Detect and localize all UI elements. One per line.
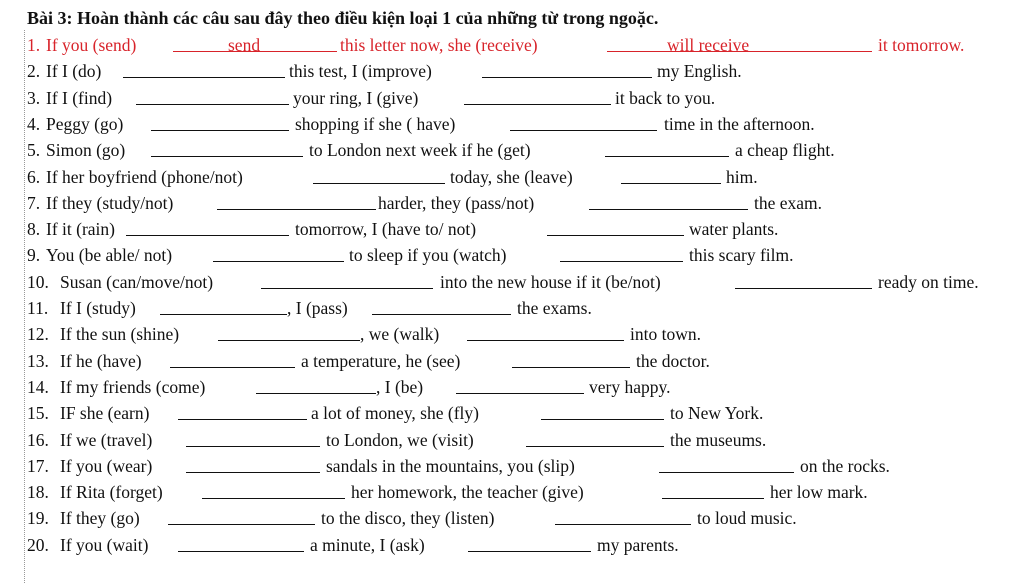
item-text-part: Peggy (go) — [46, 113, 124, 134]
answer-blank[interactable] — [136, 104, 289, 105]
answer-blank[interactable] — [170, 367, 295, 368]
item-text-part: , I (pass) — [287, 298, 348, 318]
answer-blank[interactable] — [151, 156, 303, 157]
item-text-part: If he (have) — [60, 350, 142, 371]
answer-blank[interactable] — [510, 130, 657, 131]
item-text-part: this test, I (improve) — [289, 61, 432, 82]
item-text-part: a temperature, he (see) — [301, 350, 461, 371]
item-text-part: to New York. — [670, 403, 764, 424]
answer-blank[interactable] — [512, 367, 630, 368]
item-text-part: If we (travel) — [60, 429, 153, 450]
item-text-part: him. — [726, 166, 758, 187]
item-text-part: to London, we (visit) — [326, 429, 474, 450]
item-text-part: , I (be) — [376, 376, 424, 397]
item-text-part: into town. — [630, 324, 701, 345]
item-number: 18. — [27, 482, 49, 503]
item-text-part: today, she (leave) — [450, 166, 573, 187]
item-text-part: If you (send) — [46, 35, 137, 55]
item-text-part: to the disco, they (listen) — [321, 508, 495, 529]
item-text-part: her homework, the teacher (give) — [351, 482, 584, 503]
item-text-part: this scary film. — [689, 245, 794, 266]
item-number: 20. — [27, 534, 49, 555]
item-text-part: If I (do) — [46, 61, 102, 82]
item-text-part: the museums. — [670, 429, 767, 450]
answer-blank[interactable] — [186, 472, 320, 473]
item-text-part: , we (walk) — [360, 324, 440, 345]
item-number: 7. — [27, 192, 41, 213]
answer-blank[interactable] — [168, 524, 315, 525]
answer-blank[interactable] — [464, 104, 611, 105]
answer-blank[interactable] — [372, 314, 511, 315]
answer-blank[interactable] — [541, 419, 664, 420]
item-number: 17. — [27, 455, 49, 476]
item-text-part: If I (find) — [46, 87, 113, 108]
item-text-part: If my friends (come) — [60, 376, 206, 397]
answer-blank[interactable] — [126, 235, 289, 236]
answer-blank[interactable] — [589, 209, 748, 210]
answer-blank[interactable] — [261, 288, 433, 289]
answer-blank[interactable] — [735, 288, 872, 289]
answer-blank[interactable] — [467, 340, 624, 341]
item-text-part: If they (go) — [60, 508, 140, 529]
item-text-part: to loud music. — [697, 508, 797, 529]
answer-blank[interactable] — [526, 446, 664, 447]
item-text-part: If you (wear) — [60, 455, 153, 476]
answer-blank[interactable] — [202, 498, 345, 499]
item-text-part: the exams. — [517, 298, 592, 318]
item-text-part: a lot of money, she (fly) — [311, 403, 479, 424]
answer-blank[interactable] — [560, 261, 683, 262]
item-text-part: on the rocks. — [800, 455, 890, 476]
item-text-part: her low mark. — [770, 482, 868, 503]
item-text-part: a minute, I (ask) — [310, 534, 425, 555]
answer-blank[interactable] — [482, 77, 652, 78]
item-text-part: If you (wait) — [60, 534, 149, 555]
answer-blank[interactable] — [621, 183, 721, 184]
answer-blank[interactable] — [256, 393, 376, 394]
item-text-part: into the new house if it (be/not) — [440, 271, 661, 292]
item-text-part: this letter now, she (receive) — [340, 35, 538, 55]
item-text-part: Simon (go) — [46, 140, 126, 161]
answer-blank[interactable] — [123, 77, 285, 78]
item-text-part: it back to you. — [615, 87, 716, 108]
item-number: 1. — [27, 35, 41, 55]
item-text-part: If they (study/not) — [46, 192, 174, 213]
item-text-part: Susan (can/move/not) — [60, 271, 214, 292]
answer-blank[interactable] — [662, 498, 764, 499]
item-number: 2. — [27, 61, 41, 82]
item-number: 3. — [27, 87, 41, 108]
exercise-title: Bài 3: Hoàn thành các câu sau đây theo điều kiện loại 1 của những từ trong ngoặc. — [27, 8, 659, 28]
item-text-part: to London next week if he (get) — [309, 140, 531, 161]
filled-answer: will receive — [667, 35, 750, 55]
item-number: 13. — [27, 350, 49, 371]
item-text-part: water plants. — [689, 219, 779, 240]
item-text-part: If I (study) — [60, 298, 136, 318]
item-number: 9. — [27, 245, 41, 266]
item-text-part: tomorrow, I (have to/ not) — [295, 219, 477, 240]
item-number: 15. — [27, 403, 49, 424]
item-text-part: ready on time. — [878, 271, 979, 292]
item-text-part: If her boyfriend (phone/not) — [46, 166, 243, 187]
answer-blank[interactable] — [313, 183, 445, 184]
item-number: 8. — [27, 219, 41, 240]
item-text-part: harder, they (pass/not) — [378, 192, 535, 213]
item-number: 16. — [27, 429, 49, 450]
item-text-part: If Rita (forget) — [60, 482, 163, 503]
item-number: 12. — [27, 324, 49, 345]
answer-blank[interactable] — [213, 261, 344, 262]
item-text-part: If the sun (shine) — [60, 324, 180, 345]
answer-blank[interactable] — [555, 524, 691, 525]
item-text-part: shopping if she ( have) — [295, 113, 456, 134]
item-text-part: IF she (earn) — [60, 403, 150, 424]
item-text-part: it tomorrow. — [878, 35, 965, 55]
answer-blank[interactable] — [218, 340, 360, 341]
item-text-part: If it (rain) — [46, 219, 115, 240]
item-text-part: my English. — [657, 61, 742, 82]
item-number: 6. — [27, 166, 41, 187]
item-text-part: You (be able/ not) — [46, 245, 173, 266]
item-text-part: a cheap flight. — [735, 140, 835, 161]
answer-blank[interactable] — [217, 209, 376, 210]
item-number: 4. — [27, 113, 41, 134]
item-text-part: time in the afternoon. — [664, 113, 815, 134]
item-number: 14. — [27, 376, 49, 397]
answer-blank[interactable] — [186, 446, 320, 447]
answer-blank[interactable] — [605, 156, 729, 157]
item-number: 19. — [27, 508, 49, 529]
answer-blank[interactable] — [456, 393, 584, 394]
item-number: 5. — [27, 140, 41, 161]
answer-blank[interactable] — [178, 551, 304, 552]
item-text-part: to sleep if you (watch) — [349, 245, 507, 266]
answer-blank[interactable] — [178, 419, 307, 420]
margin-rule — [24, 30, 26, 583]
answer-blank[interactable] — [160, 314, 287, 315]
item-text-part: your ring, I (give) — [293, 87, 419, 108]
answer-blank[interactable] — [151, 130, 289, 131]
answer-blank[interactable] — [468, 551, 591, 552]
item-text-part: sandals in the mountains, you (slip) — [326, 455, 575, 476]
answer-blank[interactable] — [659, 472, 794, 473]
item-text-part: very happy. — [589, 376, 671, 397]
item-text-part: the exam. — [754, 192, 823, 213]
item-text-part: the doctor. — [636, 350, 710, 371]
item-number: 11. — [27, 298, 49, 318]
answer-blank[interactable] — [547, 235, 684, 236]
item-number: 10. — [27, 271, 49, 292]
filled-answer: send — [228, 35, 261, 55]
item-text-part: my parents. — [597, 534, 679, 555]
